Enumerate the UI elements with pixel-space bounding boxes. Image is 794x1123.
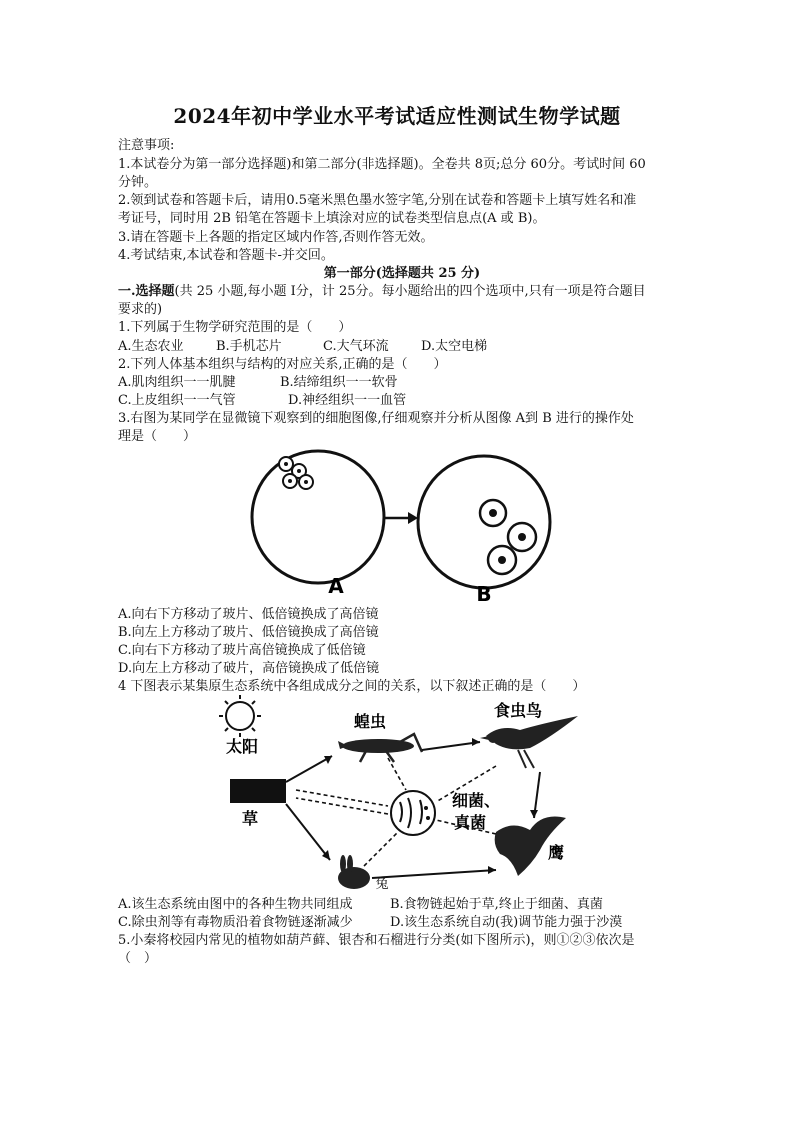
q3-stem: 3.右图为某同学在显微镜下观察到的细胞图像,仔细观察并分析从图像 A到 B 进行的操作处 (118, 411, 634, 426)
dashed-arrow (388, 758, 406, 790)
q2-stem: 2.下列人体基本组织与结构的对应关系,正确的是（ ） (118, 357, 447, 372)
notice-item: 4.考试结束,本试卷和答题卡-并交回。 (118, 248, 334, 263)
eagle-label: 鹰 (547, 843, 565, 862)
q1-option-d[interactable]: D.太空电梯 (421, 339, 488, 354)
grass-label: 草 (241, 809, 259, 828)
q2-option-d[interactable]: D.神经组织一一血管 (288, 393, 407, 408)
rabbit-icon (338, 855, 370, 889)
q4-option-c[interactable]: C.除虫剂等有毒物质沿着食物链逐渐减少 (118, 915, 353, 930)
q4-stem: 4 下图表示某集原生态系统中各组成成分之间的关系，以下叙述正确的是（ ） (118, 679, 586, 694)
q4-option-a[interactable]: A.该生态系统由图中的各种生物共同组成 (118, 897, 353, 912)
nucleus-icon (284, 462, 288, 466)
q4-option-b[interactable]: B.食物链起始于草,终止于细菌、真菌 (390, 897, 603, 912)
dashed-arrow (296, 798, 388, 814)
nucleus-icon (498, 556, 506, 564)
food-web-figure (200, 694, 600, 892)
arrow-head-icon (408, 512, 418, 524)
nucleus-icon (518, 533, 526, 541)
notice-item: 1.本试卷分为第一部分选择题)和第二部分(非选择题)。全卷共 8页;总分 60分。考试时间 60 (118, 157, 646, 172)
q3-option-c[interactable]: C.向右下方移动了玻片高倍镜换成了低倍镜 (118, 643, 366, 658)
q1-option-b[interactable]: B.手机芯片 (216, 339, 282, 354)
section-text-cont: 要求的) (118, 302, 163, 317)
label-b: B (476, 582, 492, 605)
decomposer-icon (391, 791, 435, 835)
q5-stem: 5.小秦将校园内常见的植物如葫芦藓、银杏和石榴进行分类(如下图所示)，则①②③依次是 (118, 933, 635, 948)
fungi-label: 真菌 (453, 813, 487, 832)
arrow-grass-rabbit (286, 804, 330, 860)
field-of-view-a (252, 451, 384, 583)
q2-option-c[interactable]: C.上皮组织一一气管 (118, 393, 236, 408)
part1-heading: 第一部分(选择题共 25 分) (323, 266, 481, 281)
bird-icon (480, 716, 578, 768)
grass-block (230, 779, 286, 803)
arrow-grasshopper-bird (422, 742, 480, 750)
section-label: 一.选择题 (118, 284, 175, 299)
grasshopper-icon (338, 734, 422, 762)
q3-option-a[interactable]: A.向右下方移动了玻片、低倍镜换成了高倍镜 (118, 607, 379, 622)
q5-stem-cont: （ ） (118, 951, 158, 966)
q2-option-b[interactable]: B.结缔组织一一软骨 (280, 375, 398, 390)
arrow-rabbit-eagle (372, 870, 496, 878)
arrow-grass-grasshopper (286, 756, 332, 782)
nucleus-icon (297, 469, 301, 473)
nucleus-icon (489, 509, 497, 517)
notice-item: 2.领到试卷和答题卡后，请用0.5毫米黑色墨水签字笔,分别在试卷和答题卡上填写姓名和准 (118, 193, 637, 208)
bird-label: 食虫鸟 (493, 701, 543, 720)
q3-option-b[interactable]: B.向左上方移动了玻片、低倍镜换成了高倍镜 (118, 625, 379, 640)
q1-option-c[interactable]: C.大气环流 (323, 339, 389, 354)
notice-item: 分钟。 (118, 175, 158, 190)
label-a: A (328, 574, 344, 598)
rabbit-label: 兔 (375, 877, 389, 892)
microscope-figure (240, 445, 560, 605)
q3-stem-cont: 理是（ ） (118, 429, 197, 444)
section-instructions (118, 283, 686, 300)
dashed-arrow (364, 832, 398, 866)
q3-option-d[interactable]: D.向左上方移动了破片，高倍镜换成了低倍镜 (118, 661, 380, 676)
section-text: (共 25 小题,每小题 I分，计 25分。每小题给出的四个选项中,只有一项是符合题目 (174, 284, 646, 299)
q4-option-d[interactable]: D.该生态系统自动(我)调节能力强于沙漠 (390, 915, 623, 930)
sun-label: 太阳 (225, 737, 259, 756)
q2-option-a[interactable]: A.肌肉组织一一肌腱 (118, 375, 236, 390)
nucleus-icon (288, 479, 292, 483)
dashed-arrow (296, 790, 388, 806)
page-title: 2024年初中学业水平考试适应性测试生物学试题 (173, 104, 621, 128)
q1-stem: 1.下列属于生物学研究范围的是（ ） (118, 320, 352, 335)
grasshopper-label: 蝗虫 (353, 712, 387, 731)
sun-icon (219, 695, 261, 737)
bacteria-label: 细菌、 (451, 791, 501, 810)
notice-heading: 注意事项: (118, 138, 175, 153)
q1-option-a[interactable]: A.生态农业 (118, 339, 184, 354)
notice-item: 考证号，同时用 2B 铅笔在答题卡上填涂对应的试卷类型信息点(A 或 B)。 (118, 211, 546, 226)
nucleus-icon (304, 480, 308, 484)
notice-item: 3.请在答题卡上各题的指定区域内作答,否则作答无效。 (118, 230, 434, 245)
